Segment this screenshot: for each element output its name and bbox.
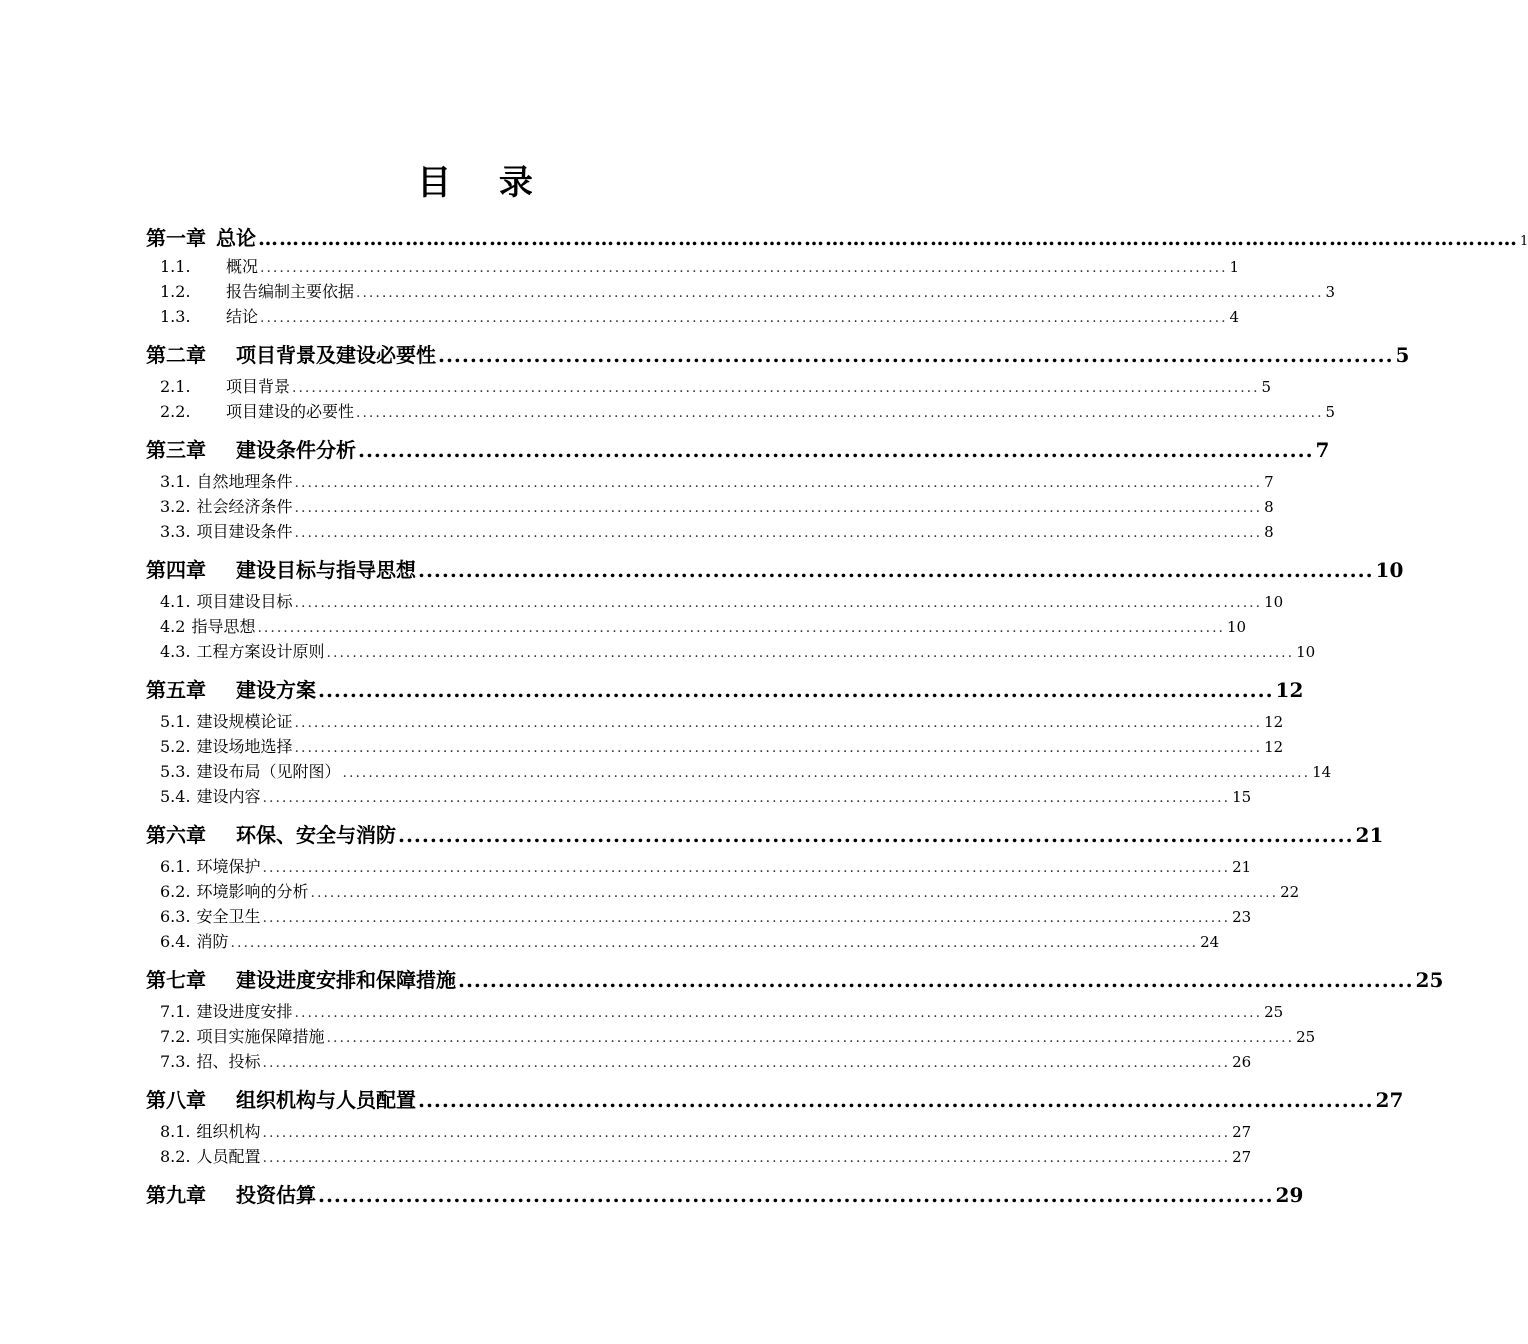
- section-number: 6.1.: [160, 857, 191, 876]
- section-page-number: 4: [1229, 308, 1240, 326]
- section-page-number: 10: [1264, 593, 1284, 611]
- toc-chapter-block: [146, 1177, 1304, 1214]
- section-title: 工程方案设计原则: [196, 642, 325, 661]
- section-page-number: 12: [1264, 738, 1284, 756]
- toc-section-entry[interactable]: [146, 759, 1332, 784]
- chapter-title: 建设条件分析: [236, 438, 356, 462]
- toc-chapter-block: [146, 222, 1528, 329]
- section-title: 建设进度安排: [196, 1002, 293, 1021]
- toc-section-entry[interactable]: [146, 374, 1272, 399]
- dot-leader: ........................................................................................................................: [418, 1088, 1374, 1112]
- toc-section-entry[interactable]: [146, 494, 1274, 519]
- toc-section-entry[interactable]: [146, 1024, 1316, 1049]
- section-page-number: 3: [1325, 283, 1336, 301]
- dot-leader: ......................................................................................................................................................: [294, 525, 1263, 541]
- section-page-number: 26: [1232, 1053, 1252, 1071]
- chapter-page-number: 1: [1520, 234, 1528, 249]
- section-title: 报告编制主要依据: [226, 282, 355, 301]
- section-number: 1.3.: [160, 307, 191, 326]
- section-number: 1.2.: [160, 282, 191, 301]
- section-page-number: 12: [1264, 713, 1284, 731]
- chapter-number: 第二章: [146, 343, 206, 367]
- toc-chapter-block: [146, 432, 1330, 544]
- toc-section-entry[interactable]: [146, 639, 1316, 664]
- dot-leader: ......................................................................................................................................................: [262, 1150, 1231, 1166]
- chapter-title: 组织机构与人员配置: [236, 1088, 416, 1112]
- dot-leader: ........................................................................................................................: [438, 343, 1394, 367]
- dot-leader: ........................................................................................................................: [418, 558, 1374, 582]
- toc-section-entry[interactable]: [146, 734, 1284, 759]
- toc-chapter-block: [146, 552, 1404, 664]
- section-number: 5.2.: [160, 737, 191, 756]
- chapter-page-number: 29: [1275, 1183, 1304, 1207]
- section-page-number: 25: [1264, 1003, 1284, 1021]
- dot-leader: ......................................................................................................................................................: [294, 1005, 1263, 1021]
- dot-leader: ........................................................................................................................: [318, 678, 1274, 702]
- toc-section-entry[interactable]: [146, 904, 1252, 929]
- toc-section-entry[interactable]: [146, 279, 1336, 304]
- section-title: 项目建设的必要性: [226, 402, 355, 421]
- section-title: 指导思想: [191, 617, 256, 636]
- chapter-number: 第五章: [146, 678, 206, 702]
- section-number: 5.3.: [160, 762, 191, 781]
- toc-chapter-entry[interactable]: [146, 817, 1384, 854]
- dot-leader: ........................................................................................................................: [318, 1183, 1274, 1207]
- section-title: 项目实施保障措施: [196, 1027, 325, 1046]
- toc-section-entry[interactable]: [146, 1049, 1252, 1074]
- toc-chapter-entry[interactable]: [146, 432, 1330, 469]
- toc-section-entry[interactable]: [146, 709, 1284, 734]
- section-page-number: 8: [1264, 523, 1274, 541]
- chapter-number: 第三章: [146, 438, 206, 462]
- section-title: 消防: [196, 932, 229, 951]
- section-page-number: 14: [1312, 763, 1332, 781]
- chapter-title: 建设目标与指导思想: [236, 558, 416, 582]
- section-number: 8.1.: [160, 1122, 191, 1141]
- section-page-number: 15: [1232, 788, 1252, 806]
- section-page-number: 25: [1296, 1028, 1316, 1046]
- chapter-number: 第六章: [146, 823, 206, 847]
- dot-leader: ......................................................................................................................................................: [260, 310, 1228, 326]
- toc-chapter-entry[interactable]: [146, 1082, 1404, 1119]
- section-title: 招、投标: [196, 1052, 261, 1071]
- chapter-number: 第七章: [146, 968, 206, 992]
- dot-leader: ......................................................................................................................................................: [342, 765, 1311, 781]
- section-page-number: 27: [1232, 1148, 1252, 1166]
- toc-chapter-block: [146, 672, 1332, 809]
- section-title: 项目背景: [226, 377, 291, 396]
- section-number: 4.3.: [160, 642, 191, 661]
- dot-leader: ......................................................................................................................................................: [260, 260, 1228, 276]
- toc-chapter-entry[interactable]: [146, 962, 1444, 999]
- section-number: 7.3.: [160, 1052, 191, 1071]
- dot-leader: ......................................................................................................................................................: [356, 405, 1324, 421]
- chapter-number: 第四章: [146, 558, 206, 582]
- toc-chapter-block: [146, 962, 1444, 1074]
- dot-leader: ......................................................................................................................................................: [230, 935, 1199, 951]
- dot-leader: ......................................................................................................................................................: [356, 285, 1324, 301]
- toc-section-entry[interactable]: [146, 1119, 1252, 1144]
- toc-chapter-block: [146, 1082, 1404, 1169]
- dot-leader: ........................................................................................................................: [398, 823, 1354, 847]
- dot-leader: ......................................................................................................................................................: [262, 860, 1231, 876]
- chapter-title: 建设进度安排和保障措施: [236, 968, 456, 992]
- toc-section-entry[interactable]: [146, 399, 1336, 424]
- dot-leader: ......................................................................................................................................................: [326, 645, 1295, 661]
- chapter-page-number: 25: [1415, 968, 1444, 992]
- toc-chapter-block: [146, 817, 1384, 954]
- toc-section-entry[interactable]: [146, 1144, 1252, 1169]
- section-title: 建设规模论证: [196, 712, 293, 731]
- section-page-number: 21: [1232, 858, 1252, 876]
- section-number: 3.3.: [160, 522, 191, 541]
- chapter-page-number: 5: [1395, 343, 1410, 367]
- dot-leader: ......................................................................................................................................................: [294, 715, 1263, 731]
- section-title: 建设内容: [196, 787, 261, 806]
- chapter-page-number: 12: [1275, 678, 1304, 702]
- section-number: 3.2.: [160, 497, 191, 516]
- chapter-title: 建设方案: [236, 678, 316, 702]
- toc-section-entry[interactable]: [146, 854, 1252, 879]
- toc-section-entry[interactable]: [146, 999, 1284, 1024]
- dot-leader: ......................................................................................................................................................: [294, 740, 1263, 756]
- section-number: 2.2.: [160, 402, 191, 421]
- chapter-page-number: 7: [1315, 438, 1330, 462]
- section-page-number: 10: [1296, 643, 1316, 661]
- section-number: 3.1.: [160, 472, 191, 491]
- section-number: 7.2.: [160, 1027, 191, 1046]
- chapter-number: 第一章: [146, 226, 206, 250]
- section-title: 人员配置: [196, 1147, 261, 1166]
- section-number: 4.2: [160, 617, 186, 636]
- section-number: 1.1.: [160, 257, 191, 276]
- dot-leader: ......................................................................................................................................................: [262, 1055, 1231, 1071]
- section-number: 5.4.: [160, 787, 191, 806]
- section-number: 8.2.: [160, 1147, 191, 1166]
- section-title: 项目建设目标: [196, 592, 293, 611]
- chapter-number: 第八章: [146, 1088, 206, 1112]
- section-page-number: 1: [1229, 258, 1240, 276]
- section-page-number: 5: [1261, 378, 1272, 396]
- dot-leader: ......................................................................................................................................................: [257, 620, 1225, 636]
- toc-section-entry[interactable]: [146, 614, 1247, 639]
- section-number: 2.1.: [160, 377, 191, 396]
- section-number: 4.1.: [160, 592, 191, 611]
- section-number: 6.4.: [160, 932, 191, 951]
- page-title: 目 录: [417, 163, 551, 203]
- section-page-number: 5: [1325, 403, 1336, 421]
- chapter-page-number: 27: [1375, 1088, 1404, 1112]
- toc-section-entry[interactable]: [146, 469, 1274, 494]
- toc-section-entry[interactable]: [146, 254, 1240, 279]
- section-page-number: 24: [1200, 933, 1220, 951]
- section-title: 建设场地选择: [196, 737, 293, 756]
- dot-leader: ………………………………………………………………………………………………………………………………………………………………: [258, 226, 1518, 250]
- toc-chapter-entry[interactable]: [146, 552, 1404, 589]
- dot-leader: ......................................................................................................................................................: [292, 380, 1260, 396]
- section-number: 5.1.: [160, 712, 191, 731]
- chapter-title: 项目背景及建设必要性: [236, 343, 436, 367]
- dot-leader: ........................................................................................................................: [358, 438, 1314, 462]
- chapter-title: 总论: [216, 226, 256, 250]
- toc-section-entry[interactable]: [146, 879, 1300, 904]
- section-page-number: 8: [1264, 498, 1274, 516]
- section-number: 6.2.: [160, 882, 191, 901]
- chapter-number: 第九章: [146, 1183, 206, 1207]
- section-title: 环境保护: [196, 857, 261, 876]
- chapter-title: 环保、安全与消防: [236, 823, 396, 847]
- section-title: 概况: [226, 257, 259, 276]
- chapter-title: 投资估算: [236, 1183, 316, 1207]
- section-page-number: 22: [1280, 883, 1300, 901]
- toc-chapter-block: [146, 337, 1410, 424]
- section-number: 7.1.: [160, 1002, 191, 1021]
- section-page-number: 10: [1227, 618, 1247, 636]
- chapter-page-number: 10: [1375, 558, 1404, 582]
- toc-section-entry[interactable]: [146, 304, 1240, 329]
- chapter-page-number: 21: [1355, 823, 1384, 847]
- dot-leader: ........................................................................................................................: [458, 968, 1414, 992]
- toc-chapter-entry[interactable]: [146, 222, 1528, 254]
- section-page-number: 23: [1232, 908, 1252, 926]
- section-title: 环境影响的分析: [196, 882, 309, 901]
- toc-chapter-entry[interactable]: [146, 672, 1304, 709]
- dot-leader: ......................................................................................................................................................: [262, 910, 1231, 926]
- section-title: 自然地理条件: [196, 472, 293, 491]
- toc-section-entry[interactable]: [146, 589, 1284, 614]
- toc-section-entry[interactable]: [146, 519, 1274, 544]
- section-page-number: 27: [1232, 1123, 1252, 1141]
- table-of-contents: [146, 222, 1528, 1218]
- dot-leader: ......................................................................................................................................................: [294, 475, 1263, 491]
- section-title: 安全卫生: [196, 907, 261, 926]
- toc-chapter-entry[interactable]: [146, 337, 1410, 374]
- dot-leader: ......................................................................................................................................................: [294, 500, 1263, 516]
- section-title: 结论: [226, 307, 259, 326]
- section-title: 组织机构: [196, 1122, 261, 1141]
- toc-section-entry[interactable]: [146, 784, 1252, 809]
- dot-leader: ......................................................................................................................................................: [294, 595, 1263, 611]
- dot-leader: ......................................................................................................................................................: [262, 1125, 1231, 1141]
- section-title: 项目建设条件: [196, 522, 293, 541]
- dot-leader: ......................................................................................................................................................: [326, 1030, 1295, 1046]
- dot-leader: ......................................................................................................................................................: [262, 790, 1231, 806]
- toc-chapter-entry[interactable]: [146, 1177, 1304, 1214]
- section-number: 6.3.: [160, 907, 191, 926]
- section-title: 建设布局（见附图）: [196, 762, 341, 781]
- section-page-number: 7: [1264, 473, 1274, 491]
- section-title: 社会经济条件: [196, 497, 293, 516]
- dot-leader: ......................................................................................................................................................: [310, 885, 1279, 901]
- toc-section-entry[interactable]: [146, 929, 1220, 954]
